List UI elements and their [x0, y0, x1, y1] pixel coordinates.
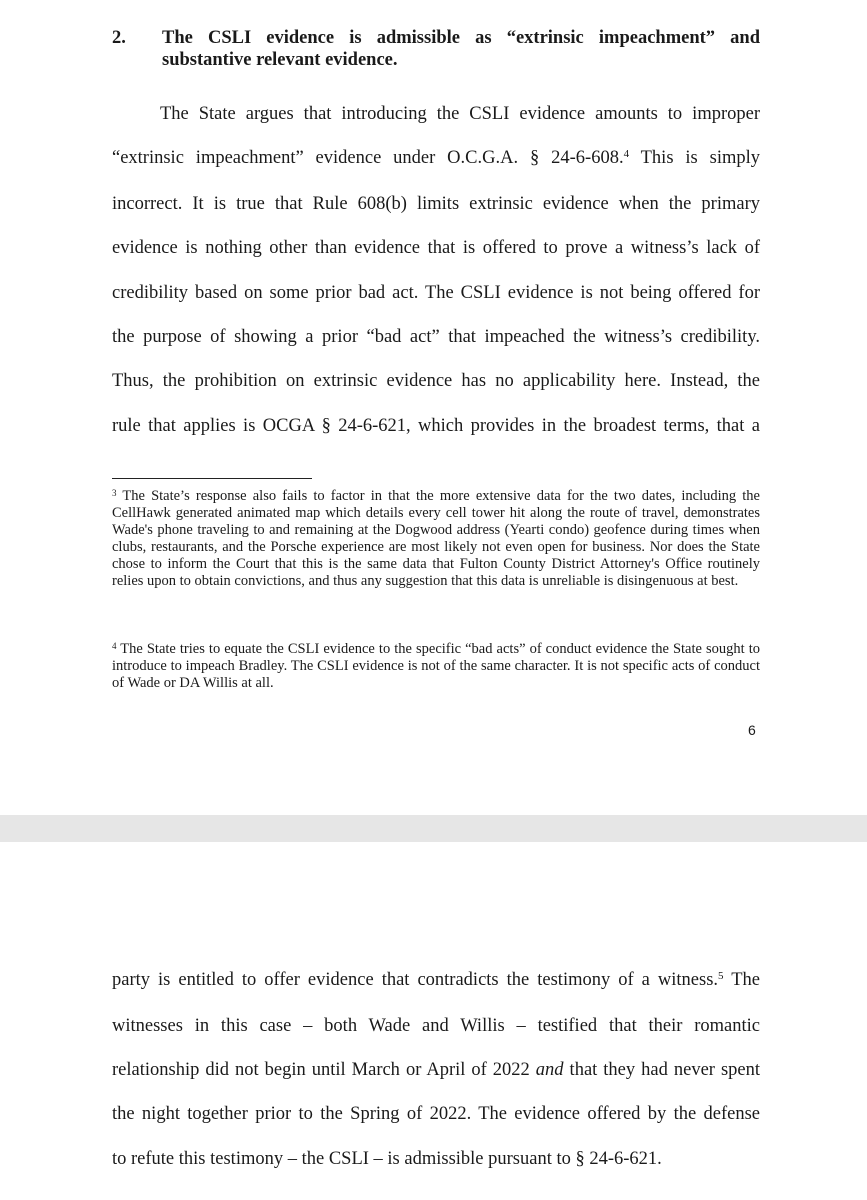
- footnote-separator: [112, 478, 312, 479]
- page-number: 6: [748, 722, 756, 738]
- body-line-5: credibility based on some prior bad act. The CSLI evidence is not being offered for: [112, 283, 760, 303]
- footnote-ref-5[interactable]: 5: [718, 970, 724, 982]
- footnote-4: [112, 641, 760, 692]
- body-line-7: Thus, the prohibition on extrinsic evidence has no applicability here. Instead, the: [112, 371, 760, 391]
- body-line-p2-2: witnesses in this case – both Wade and Willis – testified that their romantic: [112, 1016, 760, 1036]
- document-page-7: [0, 842, 867, 1200]
- body-line-6: the purpose of showing a prior “bad act” that impeached the witness’s credibility.: [112, 327, 760, 347]
- footnote-text: The State tries to equate the CSLI evidence to the specific “bad acts” of conduct evidence the State sought to introduce to impeach Bradley. The CSLI evidence is not of the same character. It is not specific acts of conduct of Wade or DA Willis at all.: [112, 641, 760, 691]
- section-title: The CSLI evidence is admissible as “extrinsic impeachment” and substantive relevant evidence.: [162, 28, 760, 70]
- footnote-ref-4[interactable]: 4: [623, 148, 630, 160]
- body-line-p2-1: party is entitled to offer evidence that contradicts the testimony of a witness.$^5$ The: [112, 970, 760, 990]
- emphasis-and: and: [535, 1060, 564, 1080]
- footnote-text: The State’s response also fails to factor in that the more extensive data for the two dates, including the CellHawk generated animated map which details every cell tower hit along the route of travel, demonstrates Wade's phone traveling to and remaining at the Dogwood address (Yearti condo) geofence during times when clubs, restaurants, and the Porsche experience are most likely not even open for business. Nor does the State chose to inform the Court that this is the same data that Fulton County District Attorney's Office routinely relies upon to obtain convictions, and thus any suggestion that this data is unreliable is disingenuous at best.: [112, 488, 760, 589]
- body-line-3: incorrect. It is true that Rule 608(b) limits extrinsic evidence when the primary: [112, 194, 760, 214]
- body-line-8: rule that applies is OCGA § 24-6-621, which provides in the broadest terms, that a: [112, 416, 760, 436]
- body-line-p2-4: the night together prior to the Spring of 2022. The evidence offered by the defense: [112, 1104, 760, 1124]
- body-line-4: evidence is nothing other than evidence that is offered to prove a witness’s lack of: [112, 238, 760, 258]
- footnote-marker: 3: [112, 488, 117, 498]
- section-number: 2.: [112, 28, 126, 48]
- body-line-p2-5: to refute this testimony – the CSLI – is admissible pursuant to § 24-6-621.: [112, 1149, 662, 1169]
- body-line-p2-3: relationship did not begin until March or April of 2022 and that they had never spent: [112, 1060, 760, 1080]
- footnote-3: [112, 488, 760, 590]
- body-line-1: The State argues that introducing the CSLI evidence amounts to improper: [160, 104, 760, 124]
- page-separator: [0, 815, 867, 842]
- footnote-marker: 4: [112, 641, 117, 651]
- body-line-2: “extrinsic impeachment” evidence under O.C.G.A. § 24-6-608.$^4$ This is simply: [112, 148, 760, 168]
